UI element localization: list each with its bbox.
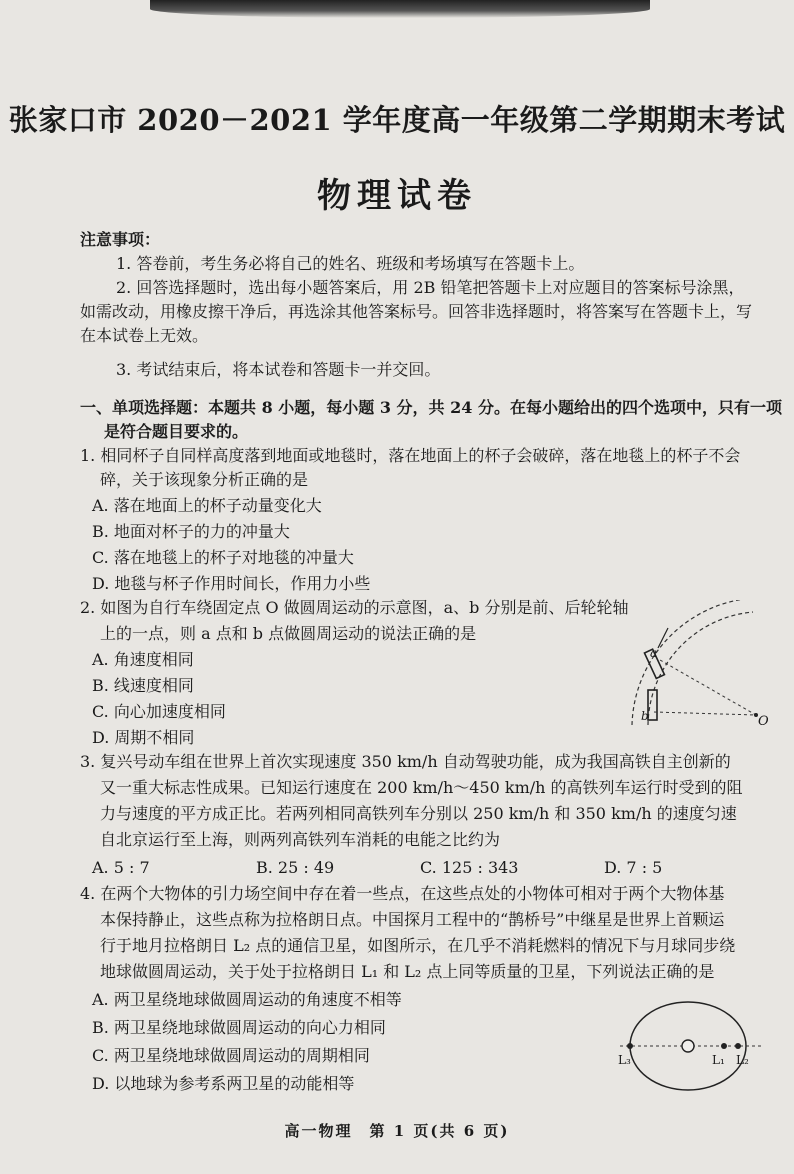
q3-stem-3: 力与速度的平方成正比。若两列相同高铁列车分别以 250 km/h 和 350 km/h 的速度匀速 [100,804,737,823]
q4-stem-3: 行于地月拉格朗日 L₂ 点的通信卫星，如图所示，在几乎不消耗燃料的情况下与月球同步绕 [100,936,736,955]
q2-option-b: B. 线速度相同 [92,676,194,695]
section-heading-1: 一、单项选择题：本题共 8 小题，每小题 3 分，共 24 分。在每小题给出的四个选项中，只有一项 [80,398,782,417]
lagrange-points-figure [612,1000,772,1092]
q3-option-a: A. 5 : 7 [92,858,150,877]
q3-stem-2: 又一重大标志性成果。已知运行速度在 200 km/h～450 km/h 的高铁列车运行时受到的阻 [100,778,743,797]
q3-option-c: C. 125 : 343 [420,858,519,877]
notice-line-1: 1. 答卷前，考生务必将自己的姓名、班级和考场填写在答题卡上。 [116,254,585,273]
section-heading-2: 是符合题目要求的。 [104,422,249,441]
q1-stem-1: 1. 相同杯子自同样高度落到地面或地毯时，落在地面上的杯子会破碎，落在地毯上的杯子不会 [80,446,741,465]
notice-line-4: 在本试卷上无效。 [80,326,209,345]
q1-option-a: A. 落在地面上的杯子动量变化大 [92,496,322,515]
subject-title: 物理试卷 [317,176,477,216]
q4-stem-2: 本保持静止，这些点称为拉格朗日点。中国探月工程中的“鹊桥号”中继星是世界上首颗运 [100,910,725,929]
q4-stem-4: 地球做圆周运动，关于处于拉格朗日 L₁ 和 L₂ 点上同等质量的卫星，下列说法正确的是 [100,962,715,981]
q2-option-a: A. 角速度相同 [92,650,194,669]
scan-edge-mark [150,0,650,18]
notice-line-3: 如需改动，用橡皮擦干净后，再选涂其他答案标号。回答非选择题时，将答案写在答题卡上，写 [80,302,753,321]
q4-option-d: D. 以地球为参考系两卫星的动能相等 [92,1074,355,1093]
q2-option-d: D. 周期不相同 [92,728,195,747]
q2-stem-1: 2. 如图为自行车绕固定点 O 做圆周运动的示意图，a、b 分别是前、后轮轮轴 [80,598,629,617]
q4-option-c: C. 两卫星绕地球做圆周运动的周期相同 [92,1046,370,1065]
exam-title: 张家口市 2020－2021 学年度高一年级第二学期期末考试 [8,103,786,137]
q1-option-c: C. 落在地毯上的杯子对地毯的冲量大 [92,548,354,567]
fig2-label-o: O [758,714,769,729]
q1-stem-2: 碎，关于该现象分析正确的是 [100,470,309,489]
q1-option-d: D. 地毯与杯子作用时间长，作用力小些 [92,574,371,593]
fig4-label-l3: L₃ [618,1053,631,1067]
q4-option-a: A. 两卫星绕地球做圆周运动的角速度不相等 [92,990,402,1009]
q2-option-c: C. 向心加速度相同 [92,702,226,721]
q3-stem-1: 3. 复兴号动车组在世界上首次实现速度 350 km/h 自动驾驶功能，成为我国高铁自主创新的 [80,752,731,771]
q3-option-d: D. 7 : 5 [604,858,663,877]
bicycle-circle-figure [628,600,768,730]
q1-option-b: B. 地面对杯子的力的冲量大 [92,522,290,541]
fig2-label-b: b [641,709,649,723]
notice-line-5: 3. 考试结束后，将本试卷和答题卡一并交回。 [116,360,441,379]
notice-heading: 注意事项： [80,230,161,249]
q4-option-b: B. 两卫星绕地球做圆周运动的向心力相同 [92,1018,386,1037]
fig2-label-a: a [650,646,658,660]
q2-stem-2: 上的一点，则 a 点和 b 点做圆周运动的说法正确的是 [100,624,477,643]
notice-line-2: 2. 回答选择题时，选出每小题答案后，用 2B 铅笔把答题卡上对应题目的答案标号涂黑， [116,278,745,297]
fig4-label-l2: L₂ [736,1053,749,1067]
fig4-label-l1: L₁ [712,1053,725,1067]
q3-option-b: B. 25 : 49 [256,858,335,877]
q4-stem-1: 4. 在两个大物体的引力场空间中存在着一些点，在这些点处的小物体可相对于两个大物体基 [80,884,725,903]
page-footer: 高一物理 第 1 页(共 6 页) [284,1122,510,1140]
q3-stem-4: 自北京运行至上海，则两列高铁列车消耗的电能之比约为 [100,830,501,849]
